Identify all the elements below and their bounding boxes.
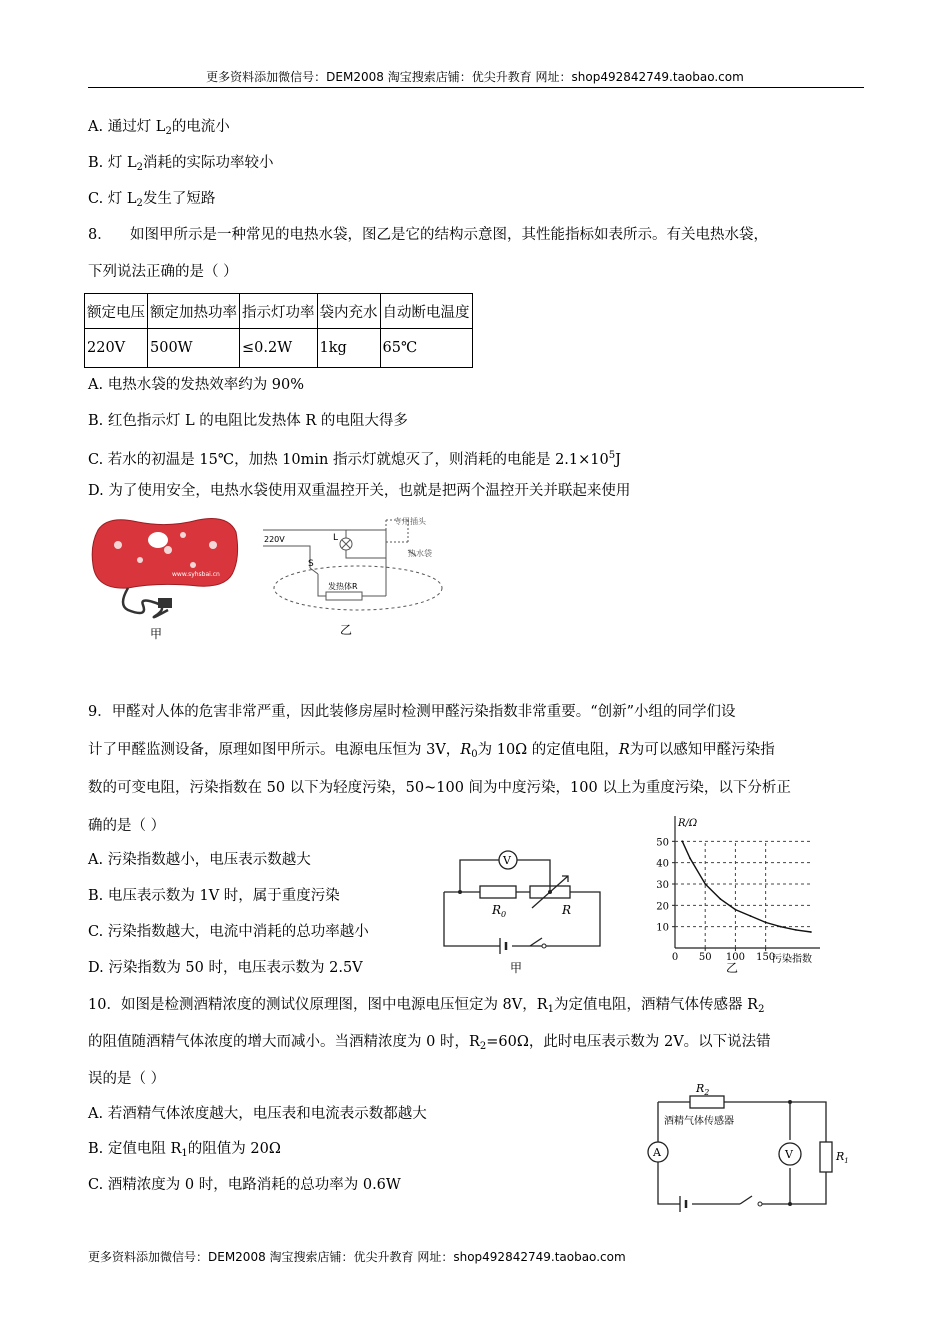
data-point bbox=[810, 931, 812, 933]
y-tick-label: 30 bbox=[656, 880, 669, 891]
table-header-cell: 指示灯功率 bbox=[240, 294, 318, 329]
q8-spec-table bbox=[84, 293, 473, 368]
q10-option-b: B. 定值电阻 $R_1$的阻值为 20Ω bbox=[88, 1141, 281, 1159]
q9-stem-line3: 数的可变电阻，污染指数在 50 以下为轻度污染，50~100 间为中度污染，100 以上为重度污染，以下分析正 bbox=[88, 780, 791, 796]
watermark-text: www.syhsbai.cn bbox=[172, 571, 220, 578]
q10-circuit-diagram bbox=[640, 1080, 860, 1220]
table-header-cell: 额定加热功率 bbox=[148, 294, 240, 329]
r1-label: $R_1$ bbox=[836, 1150, 849, 1165]
r0-label: $R_0$ bbox=[492, 903, 507, 919]
table-header-cell: 袋内充水 bbox=[317, 294, 380, 329]
q9-circuit-diagram bbox=[432, 842, 612, 982]
y-axis-label: R/Ω bbox=[678, 818, 698, 829]
r2-label: $R_2$ bbox=[696, 1082, 710, 1097]
x-tick-label: 150 bbox=[756, 952, 776, 963]
y-tick-label: 10 bbox=[656, 922, 669, 934]
voltage-label: 220V bbox=[264, 535, 285, 544]
lamp-label: L bbox=[333, 533, 339, 543]
q7-option-b: B. 灯 $L_2$消耗的实际功率较小 bbox=[88, 155, 274, 173]
table-cell: 220V bbox=[85, 329, 148, 368]
table-row bbox=[85, 294, 473, 329]
q10-stem-line3: 误的是（ ） bbox=[88, 1071, 166, 1087]
r-curve-line bbox=[682, 841, 811, 932]
figure-caption-jia: 甲 bbox=[150, 627, 163, 641]
table-cell: ≤0.2W bbox=[240, 329, 318, 368]
q7-option-a: A. 通过灯 $L_2$的电流小 bbox=[88, 119, 230, 137]
q8-option-d: D. 为了使用安全，电热水袋使用双重温控开关，也就是把两个温控开关并联起来使用 bbox=[88, 483, 631, 499]
x-tick-label: 100 bbox=[725, 952, 745, 963]
q8-stem-line2: 下列说法正确的是（ ） bbox=[88, 264, 238, 280]
y-tick-label: 20 bbox=[656, 901, 669, 913]
q10-stem-line1: 10．如图是检测酒精浓度的测试仪原理图，图中电源电压恒定为 8V，$R_1$为定值电阻，酒精气体传感器 $R_2$ bbox=[88, 997, 765, 1015]
table-cell: 65℃ bbox=[380, 329, 472, 368]
x-axis-label: 污染指数 bbox=[772, 954, 812, 965]
hot-water-bag-image bbox=[88, 510, 248, 645]
figure-caption-jia: 甲 bbox=[510, 961, 523, 975]
table-cell: 1kg bbox=[317, 329, 380, 368]
voltmeter-label: V bbox=[503, 854, 511, 867]
data-point bbox=[681, 840, 683, 842]
data-point bbox=[795, 929, 797, 931]
r-label: R bbox=[562, 903, 572, 917]
q10-stem-line2: 的阻值随酒精气体浓度的增大而减小。当酒精浓度为 0 时，$R_2=60\Omega$，此时电压表示数为 2V。以下说法错 bbox=[88, 1034, 771, 1052]
x-tick-label: 0 bbox=[671, 952, 679, 963]
q8-option-b: B. 红色指示灯 L 的电阻比发热体 R 的电阻大得多 bbox=[88, 413, 408, 429]
q9-option-c: C. 污染指数越大，电流中消耗的总功率越小 bbox=[88, 924, 369, 940]
data-point bbox=[704, 883, 706, 885]
page-header: 更多资料添加微信号：DEM2008 淘宝搜索店铺：优尖升教育 网址：shop492842749.taobao.com bbox=[206, 70, 744, 84]
q9-stem-line4: 确的是（ ） bbox=[88, 818, 166, 834]
q8-option-c: C. 若水的初温是 15℃，加热 10min 指示灯就熄灭了，则消耗的电能是 $2.1\times 10^5J$ bbox=[88, 450, 621, 468]
q8-option-a: A. 电热水袋的发热效率约为 90% bbox=[88, 377, 305, 393]
heater-label: 发热体R bbox=[328, 582, 358, 591]
sensor-label: 酒精气体传感器 bbox=[664, 1116, 734, 1127]
y-tick-label: 40 bbox=[656, 858, 669, 870]
figure-caption-yi: 乙 bbox=[340, 623, 353, 637]
table-header-cell: 额定电压 bbox=[85, 294, 148, 329]
q10-option-a: A. 若酒精气体浓度越大，电压表和电流表示数都越大 bbox=[88, 1106, 427, 1122]
voltmeter-label: V bbox=[785, 1148, 793, 1161]
data-point bbox=[765, 922, 767, 924]
data-point bbox=[780, 926, 782, 928]
q9-option-a: A. 污染指数越小，电压表示数越大 bbox=[88, 852, 311, 868]
ammeter-label: A bbox=[653, 1146, 661, 1159]
q7-option-c: C. 灯 $L_2$发生了短路 bbox=[88, 191, 216, 209]
hot-water-bag-circuit bbox=[258, 512, 478, 642]
q9-stem-line2: 计了甲醛监测设备，原理如图甲所示。电源电压恒为 3V，$R_0$为 10Ω 的定值电阻，R为可以感知甲醛污染指 bbox=[88, 742, 775, 760]
table-row bbox=[85, 329, 473, 368]
data-point bbox=[735, 909, 737, 911]
y-tick-label: 50 bbox=[656, 837, 669, 849]
table-cell: 500W bbox=[148, 329, 240, 368]
data-point bbox=[719, 898, 721, 900]
x-tick-label: 50 bbox=[698, 952, 712, 963]
table-header-cell: 自动断电温度 bbox=[380, 294, 472, 329]
switch-label: S bbox=[308, 559, 314, 569]
q10-option-c: C. 酒精浓度为 0 时，电路消耗的总功率为 0.6W bbox=[88, 1177, 401, 1193]
q9-option-d: D. 污染指数为 50 时，电压表示数为 2.5V bbox=[88, 960, 363, 976]
bag-label: 热水袋 bbox=[408, 549, 432, 558]
q9-option-b: B. 电压表示数为 1V 时，属于重度污染 bbox=[88, 888, 340, 904]
header-rule bbox=[88, 87, 864, 88]
q8-stem-line1: 8． 如图甲所示是一种常见的电热水袋，图乙是它的结构示意图，其性能指标如表所示。有关电热水袋， bbox=[88, 227, 768, 243]
q9-resistance-graph bbox=[640, 808, 840, 978]
plug-label: 专用插头 bbox=[394, 517, 426, 526]
data-point bbox=[750, 915, 752, 917]
q9-stem-line1: 9．甲醛对人体的危害非常严重，因此装修房屋时检测甲醛污染指数非常重要。“创新”小组的同学们设 bbox=[88, 704, 736, 720]
page-footer: 更多资料添加微信号：DEM2008 淘宝搜索店铺：优尖升教育 网址：shop492842749.taobao.com bbox=[88, 1250, 626, 1264]
figure-caption-yi: 乙 bbox=[726, 961, 739, 975]
data-point bbox=[689, 858, 691, 860]
